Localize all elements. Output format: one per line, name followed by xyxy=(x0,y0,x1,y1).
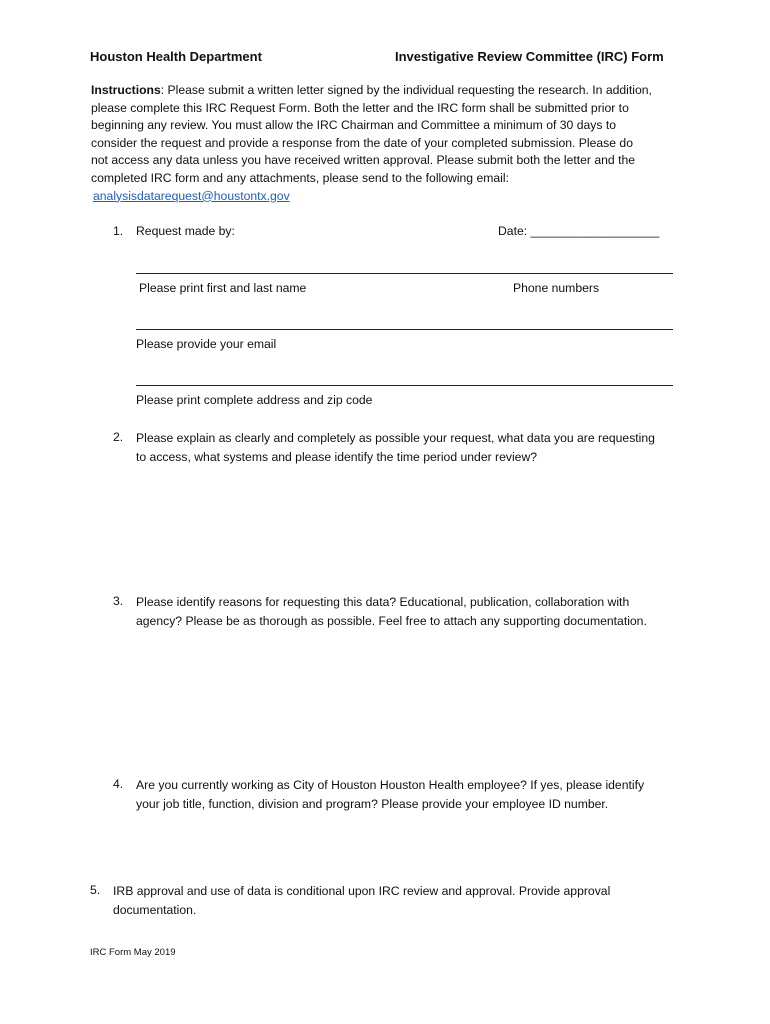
instructions-line-2: please complete this IRC Request Form. Both the letter and the IRC form shall be submitted prior to xyxy=(91,100,629,115)
instructions-text-1: : Please submit a written letter signed by the individual requesting the research. In addition, xyxy=(160,83,652,97)
q2-line-2: to access, what systems and please identify the time period under review? xyxy=(136,450,538,464)
email-label: Please provide your email xyxy=(136,337,277,351)
q2-line-1: Please explain as clearly and completely as possible your request, what data you are requesting xyxy=(136,431,655,445)
address-line[interactable] xyxy=(136,385,673,386)
instructions-line-4: consider the request and provide a response from the date of your completed submission. Please do xyxy=(91,135,633,150)
email-link[interactable]: analysisdatarequest@houstontx.gov xyxy=(93,188,290,203)
q1-label: Request made by: xyxy=(136,224,235,238)
instructions-line-3: beginning any review. You must allow the IRC Chairman and Committee a minimum of 30 days to xyxy=(91,118,617,133)
q4-line-1: Are you currently working as City of Houston Houston Health employee? If yes, please identify xyxy=(136,778,645,792)
q3-line-2: agency? Please be as thorough as possible. Feel free to attach any supporting documentation. xyxy=(136,614,647,628)
q5-line-1: IRB approval and use of data is conditional upon IRC review and approval. Provide approval xyxy=(113,884,611,898)
q2-number: 2. xyxy=(113,430,124,444)
department-title: Houston Health Department xyxy=(90,49,262,64)
instructions-line-6: completed IRC form and any attachments, please send to the following email: xyxy=(91,171,509,185)
name-label: Please print first and last name xyxy=(139,281,307,295)
date-field[interactable]: Date: ___________________ xyxy=(498,224,660,238)
form-title: Investigative Review Committee (IRC) Form xyxy=(395,49,664,64)
email-line[interactable] xyxy=(136,329,673,330)
name-phone-line[interactable] xyxy=(136,273,673,274)
q1-number: 1. xyxy=(113,224,124,238)
instructions-line-5: not access any data unless you have received written approval. Please submit both the letter and the xyxy=(91,153,636,168)
phone-label: Phone numbers xyxy=(513,281,600,295)
q4-line-2: your job title, function, division and program? Please provide your employee ID number. xyxy=(136,797,609,811)
instructions-line-1 xyxy=(91,82,652,100)
instructions-label: Instructions xyxy=(91,83,161,97)
q3-line-1: Please identify reasons for requesting this data? Educational, publication, collaboration with xyxy=(136,595,630,609)
form-version-footer: IRC Form May 2019 xyxy=(90,947,176,958)
q5-number: 5. xyxy=(90,883,101,897)
q3-number: 3. xyxy=(113,594,124,608)
q5-line-2: documentation. xyxy=(113,903,197,917)
address-label: Please print complete address and zip code xyxy=(136,393,373,407)
q4-number: 4. xyxy=(113,777,124,791)
